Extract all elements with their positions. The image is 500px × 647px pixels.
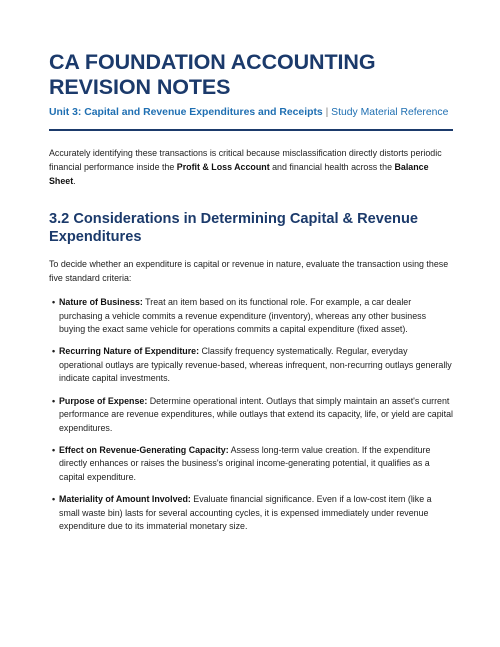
criteria-text: Classify frequency systematically. Regular, everyday operational outlays are typically revenue-based, whereas infrequent, non-recurring outlays generally indicate capital investments. — [59, 346, 452, 384]
bullet-icon: • — [52, 297, 56, 307]
criteria-item-revenue-generating-capacity — [49, 444, 453, 485]
title-divider — [49, 129, 453, 131]
criteria-item-nature-of-business — [49, 296, 453, 337]
criteria-term: Purpose of Expense: — [59, 395, 148, 406]
criteria-item-materiality — [49, 493, 453, 534]
criteria-term: Recurring Nature of Expenditure: — [59, 346, 200, 357]
intro-bold-balance-sheet: Balance Sheet — [49, 162, 429, 186]
criteria-list — [49, 296, 453, 534]
intro-text-after: . — [73, 176, 76, 186]
criteria-item-recurring-nature — [49, 345, 453, 386]
section-lead-paragraph: To decide whether an expenditure is capital or revenue in nature, evaluate the transaction using these five standard criteria: — [49, 259, 449, 283]
criteria-text: Evaluate financial significance. Even if a low-cost item (like a small waste bin) lasts for several accounting cycles, it is expensed immediately under revenue expenditure due to its immaterial monetary size. — [59, 494, 432, 532]
subtitle-separator: | — [325, 107, 329, 118]
document-title: CA FOUNDATION ACCOUNTING REVISION NOTES — [49, 50, 376, 99]
criteria-term: Materiality of Amount Involved: — [59, 494, 191, 505]
intro-text-before: Accurately identifying these transactions is critical because misclassification directly distorts periodic financial performance inside the — [49, 148, 442, 172]
criteria-text: Determine operational intent. Outlays that simply maintain an asset's current performance are revenue expenditures, while outlays that extend its capacity, life, or yield are capital expenditures. — [59, 395, 453, 433]
criteria-text: Assess long-term value creation. If the expenditure directly enhances or raises the business's original income-generating potential, it qualifies as a capital expenditure. — [59, 444, 431, 483]
bullet-icon: • — [52, 494, 56, 505]
intro-bold-profit-loss: Profit & Loss Account — [176, 162, 270, 172]
bullet-icon: • — [52, 395, 56, 406]
document-subtitle — [49, 106, 453, 120]
unit-label: Unit 3: Capital and Revenue Expenditures and Receipts — [49, 107, 323, 118]
criteria-item-purpose-of-expense — [49, 395, 453, 436]
criteria-term: Nature of Business: — [59, 297, 143, 307]
criteria-text: Treat an item based on its functional role. For example, a car dealer purchasing a vehicle commits a revenue expenditure (inventory), whereas any other business buying the exact same vehicle for operations commits a capital expenditure (fixed asset). — [59, 297, 427, 335]
criteria-term: Effect on Revenue-Generating Capacity: — [59, 444, 229, 455]
intro-paragraph — [49, 146, 453, 188]
document-page — [49, 50, 453, 542]
reference-label: Study Material Reference — [331, 107, 449, 118]
bullet-icon: • — [52, 444, 56, 455]
bullet-icon: • — [52, 346, 56, 357]
section-heading: 3.2 Considerations in Determining Capital & Revenue Expenditures — [49, 211, 418, 245]
intro-text-middle: and financial health across the — [269, 162, 395, 172]
